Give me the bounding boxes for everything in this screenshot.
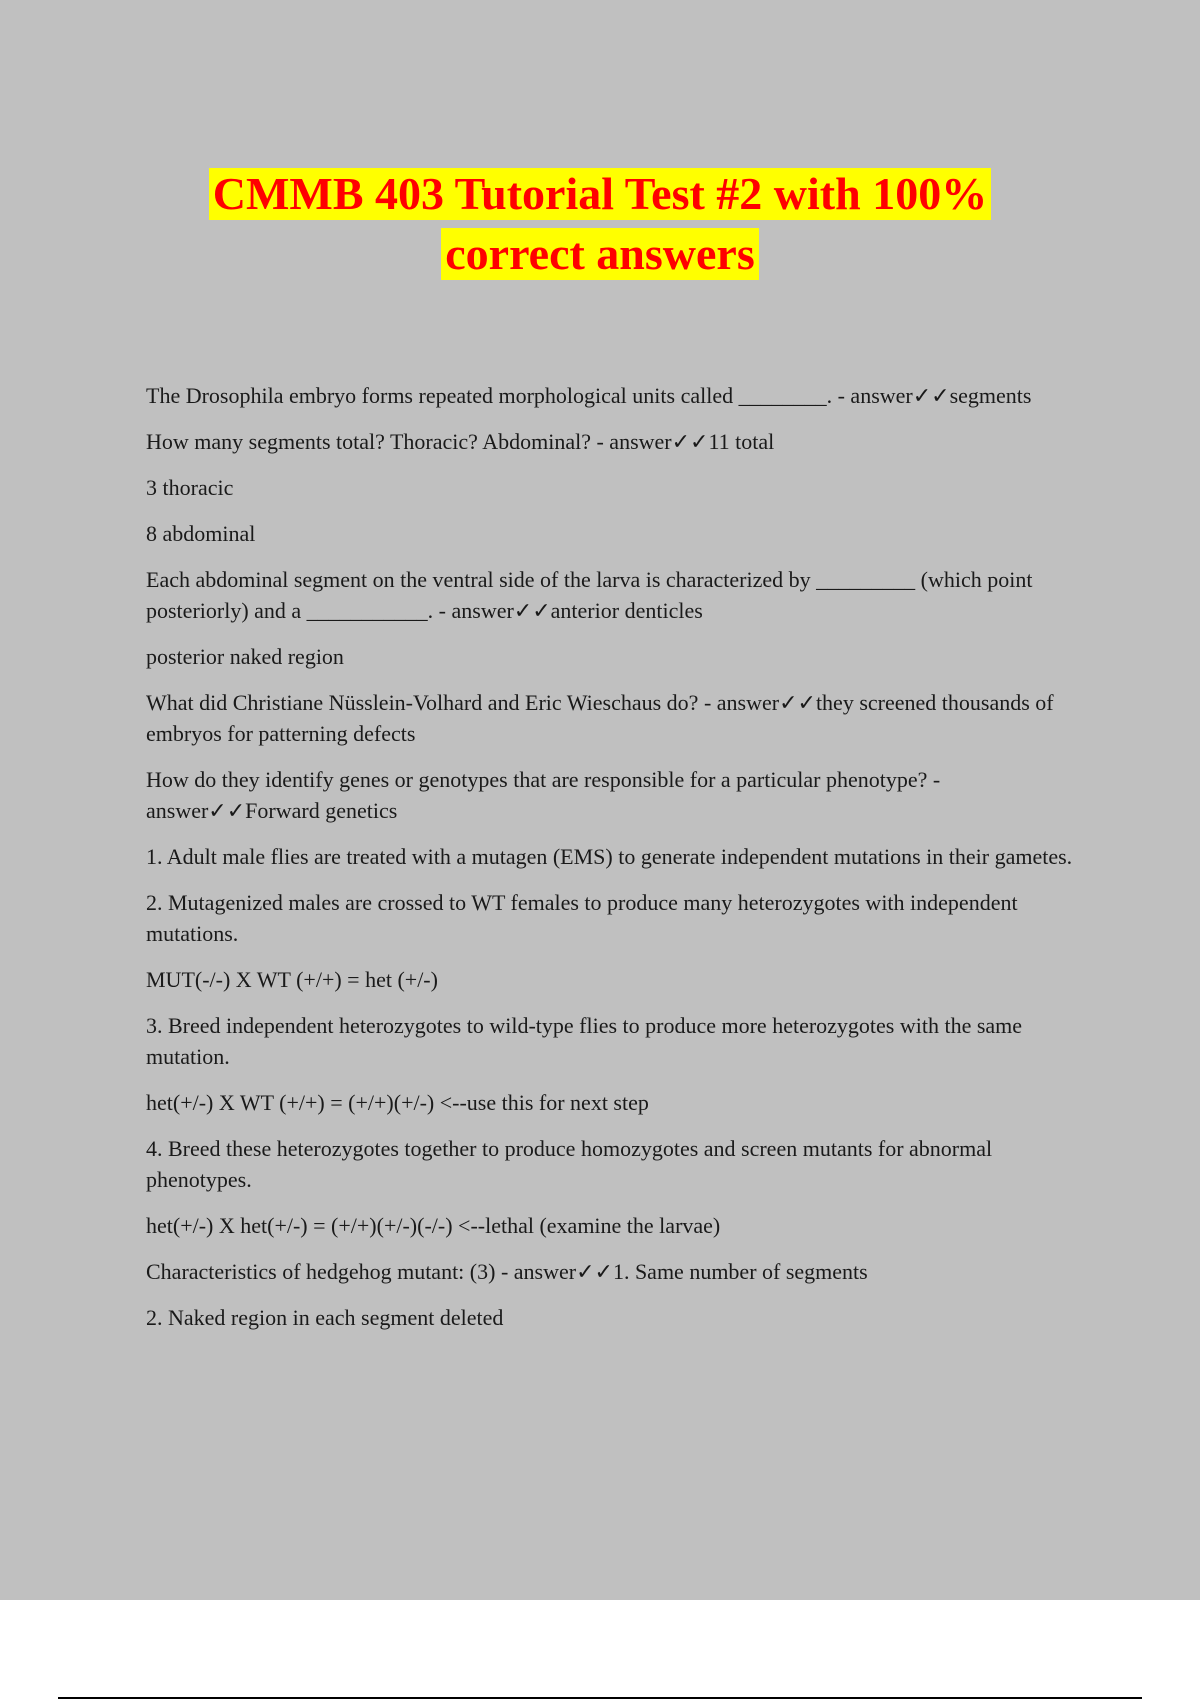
title-line-1: CMMB 403 Tutorial Test #2 with 100% [209, 168, 991, 220]
question-hedgehog-mutant: Characteristics of hedgehog mutant: (3) - answer✓✓1. Same number of segments [146, 1259, 868, 1284]
step-3-breed: 3. Breed independent heterozygotes to wild-type flies to produce more heterozygotes with the same mutation. [146, 1013, 1023, 1069]
step-2-cross: 2. Mutagenized males are crossed to WT females to produce many heterozygotes with independent mutations. [146, 890, 1018, 946]
cross-formula-2: het(+/-) X WT (+/+) = (+/+)(+/-) <--use this for next step [146, 1090, 649, 1115]
question-segment-count: How many segments total? Thoracic? Abdominal? - answer✓✓11 total [146, 429, 775, 454]
answer-line-thoracic: 3 thoracic [146, 475, 234, 500]
answer-line-naked-region: posterior naked region [146, 644, 344, 669]
question-nusslein-volhard: What did Christiane Nüsslein-Volhard and Eric Wieschaus do? - answer✓✓they screened thousands of embryos for patterning defects [146, 690, 1054, 746]
cross-formula-3: het(+/-) X het(+/-) = (+/+)(+/-)(-/-) <--lethal (examine the larvae) [146, 1213, 721, 1238]
question-segments: The Drosophila embryo forms repeated morphological units called ________. - answer✓✓segments [146, 383, 1032, 408]
answer-line-abdominal: 8 abdominal [146, 521, 256, 546]
step-1-mutagen: 1. Adult male flies are treated with a mutagen (EMS) to generate independent mutations in their gametes. [146, 844, 1073, 869]
question-abdominal-segment: Each abdominal segment on the ventral side of the larva is characterized by _________ (which point posteriorly) and a ___________. - answer✓✓anterior denticles [146, 567, 1033, 623]
page-divider [58, 1697, 1142, 1699]
cross-formula-1: MUT(-/-) X WT (+/+) = het (+/-) [146, 967, 438, 992]
document-title [0, 168, 1200, 288]
answer-line-naked-deleted: 2. Naked region in each segment deleted [146, 1305, 504, 1330]
step-4-homozygotes: 4. Breed these heterozygotes together to produce homozygotes and screen mutants for abnormal phenotypes. [146, 1136, 993, 1192]
title-line-2: correct answers [441, 228, 759, 280]
document-body [146, 380, 1076, 1348]
question-forward-genetics: How do they identify genes or genotypes that are responsible for a particular phenotype? - answer✓✓Forward genetics [146, 767, 941, 823]
